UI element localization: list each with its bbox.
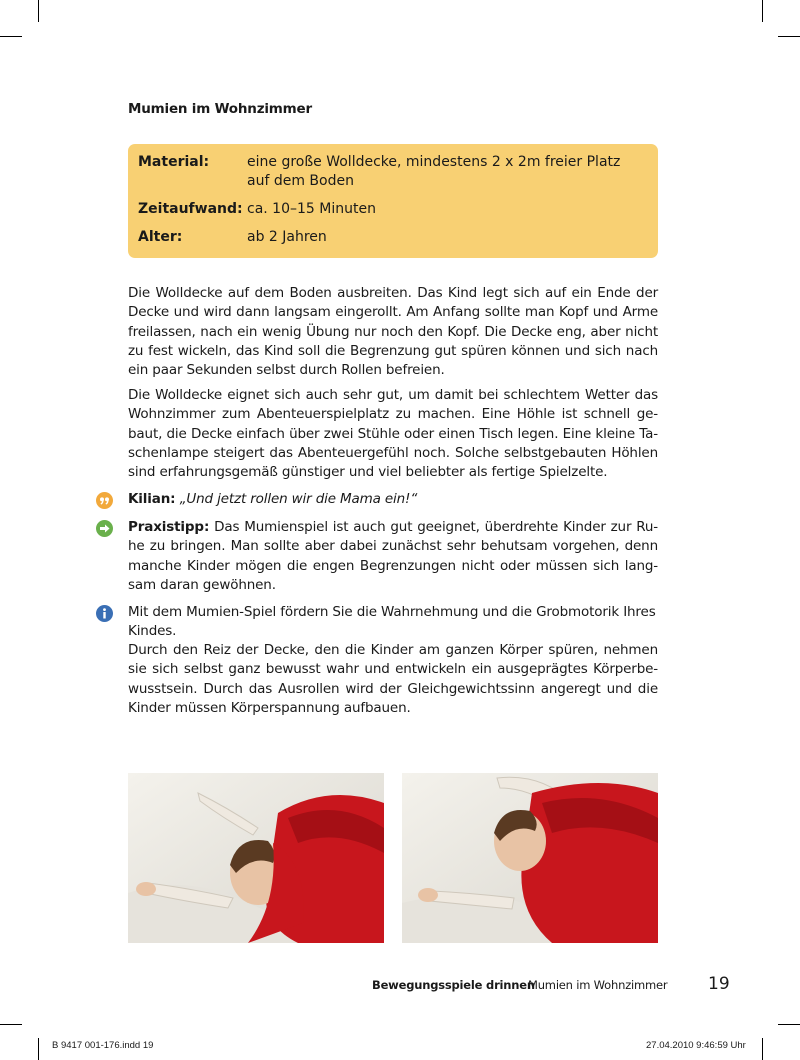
crop-mark (0, 1024, 22, 1025)
quote-icon (96, 492, 113, 509)
info-value: eine große Wolldecke, mindestens 2 x 2m freier Platz auf dem Boden (247, 154, 621, 189)
info-line-2: Durch den Reiz der Decke, den die Kinder am ganzen Körper spüren, nehmen sie sich selbst ganz bewusst wahr und entwickeln ein ausgeprägtes Körperbe-wusstsein. Durch das Ausrollen wird der Gleichgewichtssinn angeregt und die Kinder müssen Körperspannung aufbauen. (128, 642, 658, 716)
info-value: ca. 10–15 Minuten (247, 201, 376, 217)
print-slug-right: 27.04.2010 9:46:59 Uhr (646, 1040, 746, 1051)
info-line-1: Mit dem Mumien-Spiel fördern Sie die Wahrnehmung und die Grobmotorik Ihres Kindes. (128, 604, 656, 640)
info-value: ab 2 Jahren (247, 229, 327, 245)
crop-mark (0, 36, 22, 37)
print-slug-left: B 9417 001-176.indd 19 (52, 1040, 154, 1051)
photo-child-wrapped-1 (128, 773, 384, 943)
quote-text: „Und jetzt rollen wir die Mama ein!“ (179, 491, 418, 507)
crop-mark (778, 36, 800, 37)
crop-mark (762, 0, 763, 22)
info-row-material (138, 153, 637, 191)
info-label: Alter: (138, 229, 183, 245)
quote (128, 490, 658, 509)
info-row-time (138, 200, 637, 219)
quote-speaker: Kilian: (128, 491, 176, 507)
tip-text: Das Mumienspiel ist auch gut geeignet, überdrehte Kinder zur Ru-he zu bringen. Man sollte aber dabei zunächst sehr behutsam vorgehen, denn manche Kinder mögen die engen Begrenzungen nicht oder müssen sich lang-sam daran gewöhnen. (128, 519, 658, 593)
arrow-right-icon (96, 520, 113, 537)
photo-child-wrapped-2 (402, 773, 658, 943)
paragraph: Die Wolldecke auf dem Boden ausbreiten. Das Kind legt sich auf ein Ende der Decke und wird dann langsam eingerollt. Am Anfang sollte man Kopf und Arme freilassen, nach ein wenig Übung nur noch den Kopf. Die Decke eng, aber nicht zu fest wickeln, das Kind soll die Begrenzung gut spüren können und sich nach ein paar Sekunden selbst durch Rollen befreien. (128, 285, 658, 379)
tip-label: Praxistipp: (128, 519, 210, 535)
info-row-age (138, 228, 637, 247)
page-number: 19 (708, 974, 730, 994)
footer-section: Bewegungsspiele drinnen (372, 978, 535, 992)
info-box (128, 144, 658, 258)
info-label: Zeitaufwand: (138, 201, 243, 217)
crop-mark (38, 1038, 39, 1060)
crop-mark (38, 0, 39, 22)
footer-subsection: Mumien im Wohnzimmer (528, 978, 668, 992)
crop-mark (778, 1024, 800, 1025)
practice-tip (128, 518, 658, 595)
info-label: Material: (138, 154, 210, 170)
paragraph: Die Wolldecke eignet sich auch sehr gut, um damit bei schlechtem Wetter das Wohnzimmer zum Abenteuerspielplatz zu machen. Eine Höhle ist schnell ge-baut, die Decke einfach über zwei Stühle oder einen Tisch legen. Eine kleine Ta-schenlampe steigert das Abenteuergefühl noch. Solche selbstgebauten Höhlen sind erfahrungsgemäß günstiger und viel beliebter als fertige Spielzelte. (128, 387, 658, 481)
page-title: Mumien im Wohnzimmer (128, 101, 312, 117)
info-icon (96, 605, 113, 622)
crop-mark (762, 1038, 763, 1060)
